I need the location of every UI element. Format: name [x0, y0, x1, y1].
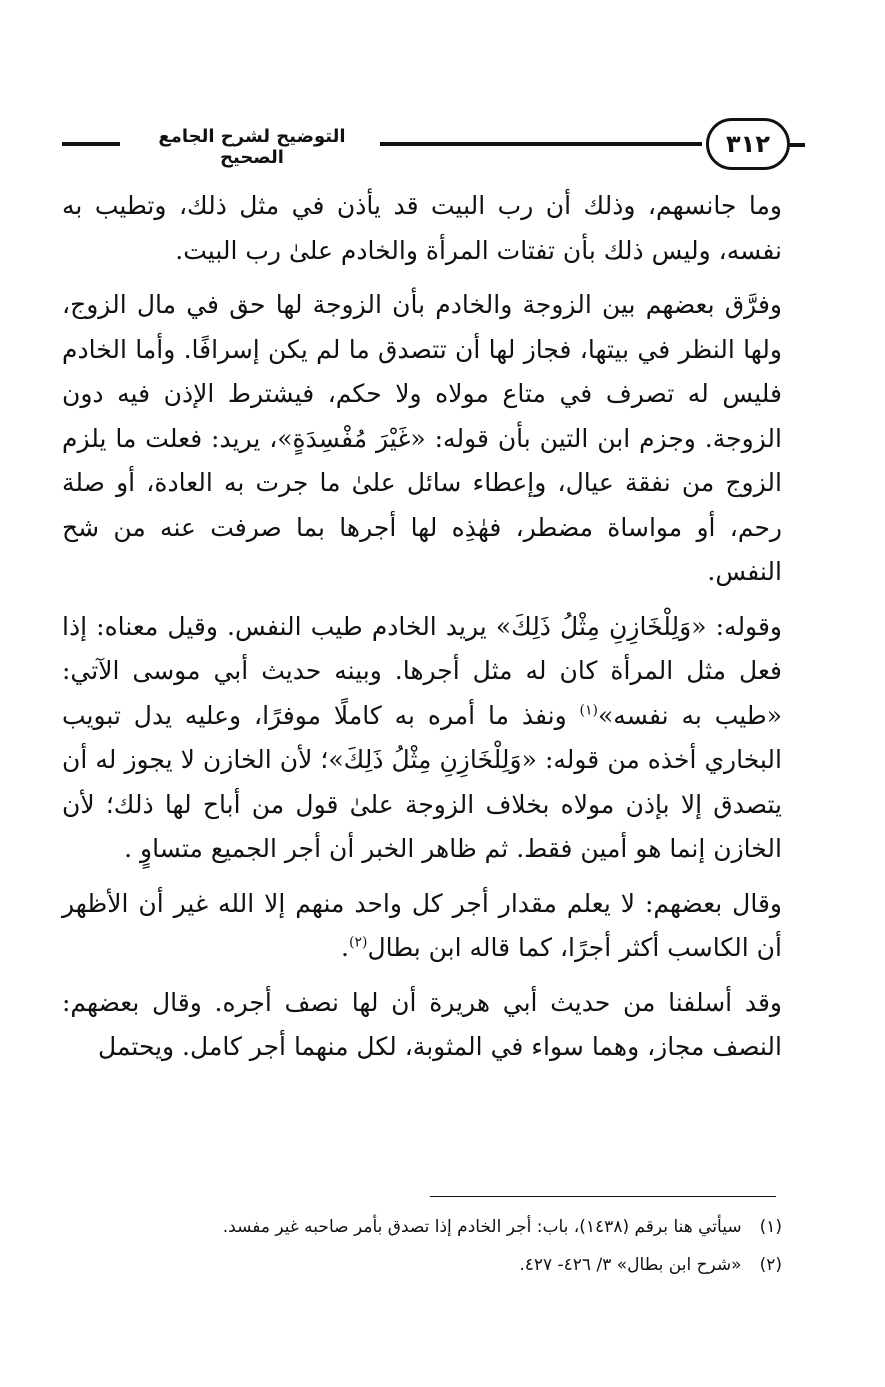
- paragraph-text: .: [341, 933, 349, 962]
- page-number-frame: [706, 118, 790, 170]
- header-rule-left: [62, 142, 120, 146]
- footnote-text: سيأتي هنا برقم (١٤٣٨)، باب: أجر الخادم إذا تصدق بأمر صاحبه غير مفسد.: [222, 1217, 742, 1237]
- header-rule-right: [380, 142, 702, 146]
- paragraph: وما جانسهم، وذلك أن رب البيت قد يأذن في مثل ذلك، وتطيب به نفسه، وليس ذلك بأن تفتات المرأة والخادم علىٰ رب البيت.: [62, 191, 782, 265]
- footnotes: [62, 1208, 782, 1284]
- footnote-text: «شرح ابن بطال» ٣/ ٤٢٦- ٤٢٧.: [519, 1255, 742, 1275]
- paragraph: [62, 605, 782, 872]
- page-number: ٣١٢: [726, 130, 770, 158]
- paragraph: وفرَّق بعضهم بين الزوجة والخادم بأن الزوجة لها حق في مال الزوج، ولها النظر في بيتها، فجاز لها أن تتصدق ما لم يكن إسرافًا. وأما الخادم فليس له تصرف في متاع مولاه ولا حكم، فيشترط الإذن فيه دون الزوجة. وجزم ابن التين بأن قوله: «غَيْرَ مُفْسِدَةٍ»، يريد: فعلت ما يلزم الزوج من نفقة عيال، وإعطاء سائل علىٰ ما جرت به العادة، أو صلة رحم، أو مواساة مضطر، فهٰذِه لها أجرها بما صرفت عنه من شح النفس.: [62, 290, 782, 586]
- running-title: التوضيح لشرح الجامع الصحيح: [158, 126, 346, 168]
- footnote-ref: (١): [579, 702, 598, 719]
- paragraph-text: وقال بعضهم: لا يعلم مقدار أجر كل واحد منهم إلا الله غير أن الأظهر أن الكاسب أكثر أجرًا، كما قاله ابن بطال: [62, 888, 782, 962]
- footnote: [62, 1246, 782, 1284]
- paragraph-text: ونفذ ما أمره به كاملًا موفرًا، وعليه يدل تبويب البخاري أخذه من قوله: «وَلِلْخَازِنِ مِثْلُ ذَلِكَ»؛ لأن الخازن لا يجوز له أن يتصدق إلا بإذن مولاه بخلاف الزوجة علىٰ قول من أباح لها ذلك؛ لأن الخازن إنما هو أمين فقط. ثم ظاهر الخبر أن أجر الجميع متساوٍ .: [62, 700, 782, 863]
- footnote-number: (٢): [759, 1255, 782, 1275]
- footnote-ref: (٢): [348, 934, 368, 951]
- footnote-number: (١): [759, 1217, 782, 1237]
- footnote: [62, 1208, 782, 1246]
- footnote-separator: [430, 1196, 776, 1197]
- paragraph: [62, 882, 782, 971]
- paragraph: وقد أسلفنا من حديث أبي هريرة أن لها نصف أجره. وقال بعضهم: النصف مجاز، وهما سواء في المثوبة، لكل منهما أجر كامل. ويحتمل: [62, 987, 782, 1061]
- paragraph-text: وقوله: «وَلِلْخَازِنِ مِثْلُ ذَلِكَ» يريد الخادم طيب النفس. وقيل معناه: إذا فعل مثل المرأة كان له مثل أجرها. وبينه حديث أبي موسى الآتي: «طيب به نفسه»: [62, 611, 782, 730]
- main-text: [62, 184, 782, 1070]
- running-header: [62, 118, 790, 174]
